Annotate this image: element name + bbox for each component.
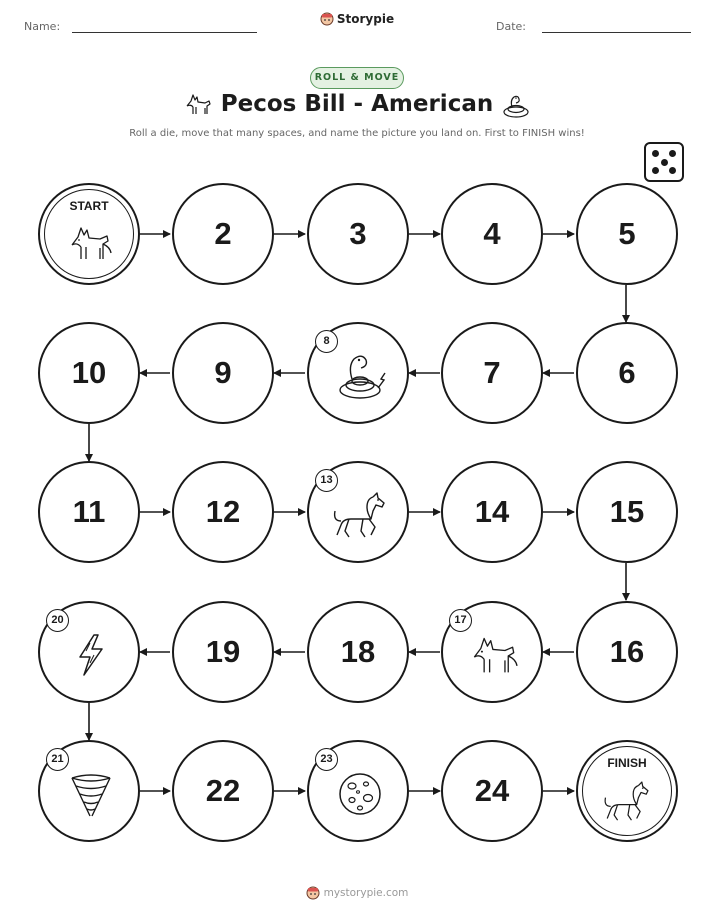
space-number: 12 xyxy=(205,494,241,529)
moon-icon xyxy=(336,770,384,818)
space-number: 3 xyxy=(349,216,367,251)
space-number: 19 xyxy=(205,634,241,669)
space-start[interactable] xyxy=(38,183,140,285)
space-8[interactable] xyxy=(307,322,409,424)
horse-icon xyxy=(331,491,391,541)
space-number: 5 xyxy=(618,216,636,251)
die-icon[interactable] xyxy=(644,142,684,182)
space-20[interactable] xyxy=(38,601,140,703)
space-23[interactable] xyxy=(307,740,409,842)
space-18[interactable] xyxy=(307,601,409,703)
space-9[interactable] xyxy=(172,322,274,424)
storypie-logo-icon xyxy=(306,886,320,900)
rattlesnake-icon xyxy=(332,348,388,404)
footer-url[interactable]: mystorypie.com xyxy=(323,887,409,899)
space-number: 2 xyxy=(214,216,232,251)
space-16[interactable] xyxy=(576,601,678,703)
space-badge: 20 xyxy=(46,609,69,632)
space-17[interactable] xyxy=(441,601,543,703)
start-label: START xyxy=(69,199,109,213)
space-number: 11 xyxy=(72,494,106,529)
space-number: 16 xyxy=(609,634,645,669)
space-finish[interactable] xyxy=(576,740,678,842)
space-6[interactable] xyxy=(576,322,678,424)
space-3[interactable] xyxy=(307,183,409,285)
space-22[interactable] xyxy=(172,740,274,842)
space-badge: 8 xyxy=(315,330,338,353)
instructions: Roll a die, move that many spaces, and name the picture you land on. First to FINISH wins! xyxy=(129,128,585,139)
space-10[interactable] xyxy=(38,322,140,424)
rattlesnake-icon xyxy=(500,92,532,120)
space-4[interactable] xyxy=(441,183,543,285)
space-badge: 17 xyxy=(449,609,472,632)
space-number: 6 xyxy=(618,355,636,390)
space-15[interactable] xyxy=(576,461,678,563)
storypie-logo-icon xyxy=(320,12,334,26)
space-7[interactable] xyxy=(441,322,543,424)
roll-and-move-badge: ROLL & MOVE xyxy=(310,67,404,89)
space-badge: 21 xyxy=(46,748,69,771)
date-line[interactable] xyxy=(542,32,691,33)
space-12[interactable] xyxy=(172,461,274,563)
name-label: Name: xyxy=(24,20,61,33)
space-19[interactable] xyxy=(172,601,274,703)
space-2[interactable] xyxy=(172,183,274,285)
space-21[interactable] xyxy=(38,740,140,842)
page-title: Pecos Bill - American xyxy=(220,91,494,117)
lightning-icon xyxy=(74,633,108,677)
space-13[interactable] xyxy=(307,461,409,563)
space-number: 24 xyxy=(474,773,510,808)
brand-name: Storypie xyxy=(336,12,395,26)
space-badge: 23 xyxy=(315,748,338,771)
finish-label: FINISH xyxy=(607,756,647,770)
date-label: Date: xyxy=(496,20,526,33)
space-badge: 13 xyxy=(315,469,338,492)
horse-icon xyxy=(602,780,654,824)
space-24[interactable] xyxy=(441,740,543,842)
tornado-icon xyxy=(68,772,114,820)
space-number: 10 xyxy=(71,355,107,390)
space-14[interactable] xyxy=(441,461,543,563)
wolf-icon xyxy=(66,223,114,265)
space-number: 22 xyxy=(205,773,241,808)
brand-header xyxy=(0,12,714,29)
space-number: 9 xyxy=(214,355,232,390)
space-5[interactable] xyxy=(576,183,678,285)
name-line[interactable] xyxy=(72,32,257,33)
space-number: 7 xyxy=(483,355,501,390)
space-number: 15 xyxy=(609,494,645,529)
wolf-icon xyxy=(467,633,521,679)
space-number: 14 xyxy=(474,494,510,529)
space-number: 4 xyxy=(483,216,501,251)
space-number: 18 xyxy=(340,634,376,669)
footer xyxy=(0,886,714,903)
space-11[interactable] xyxy=(38,461,140,563)
